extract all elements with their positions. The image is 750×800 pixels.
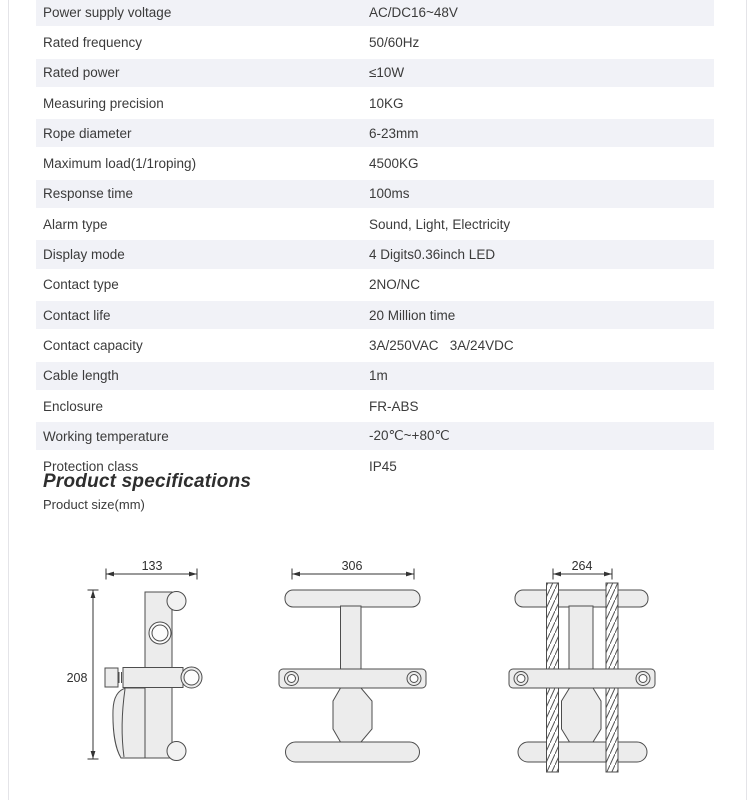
dim-arrow: [189, 572, 197, 577]
side-view-height-label: 208: [66, 671, 88, 685]
spec-label: Power supply voltage: [43, 4, 172, 20]
spec-label: Maximum load(1/1roping): [43, 156, 197, 172]
section-title: Product specifications: [43, 471, 252, 492]
spec-value: 3A/250VAC 3A/24VDC: [369, 337, 514, 353]
spec-row: [36, 271, 714, 299]
upper-hole-inner: [152, 625, 168, 641]
spec-label: Working temperature: [43, 428, 169, 444]
spec-row: [36, 57, 714, 89]
spec-value: 20 Million time: [369, 307, 456, 323]
bottom-cross-bar: [518, 742, 647, 762]
spec-label: Contact life: [43, 307, 111, 323]
dim-arrow: [406, 572, 414, 577]
spec-row: [36, 28, 714, 56]
measuring-bar: [509, 669, 655, 688]
rope-view-drawing: [509, 559, 655, 772]
spec-row: [36, 392, 714, 420]
spec-value: 1m: [369, 368, 388, 384]
spec-label: Display mode: [43, 247, 125, 263]
spec-value: 6-23mm: [369, 125, 419, 141]
spec-value: 4 Digits0.36inch LED: [369, 247, 496, 263]
spec-row: [36, 178, 714, 210]
spec-label: Rope diameter: [43, 125, 132, 141]
sensor-body: [562, 688, 602, 742]
sensor-housing: [113, 688, 145, 758]
spec-row: [36, 89, 714, 117]
front-view-width-label: 306: [341, 559, 363, 573]
product-size-drawings: [0, 545, 750, 800]
measuring-bar: [279, 669, 426, 688]
spec-value: 50/60Hz: [369, 34, 420, 50]
spec-row: [36, 299, 714, 331]
top-cross-bar: [285, 590, 420, 607]
bottom-cross-bar: [286, 742, 420, 762]
spec-value: AC/DC16~48V: [369, 4, 458, 20]
spec-label: Rated power: [43, 65, 120, 81]
rope-spacing-label: 264: [571, 559, 593, 573]
eyelet-inner: [410, 675, 418, 683]
spec-label: Alarm type: [43, 216, 108, 232]
spec-label: Rated frequency: [43, 34, 143, 50]
spec-value: -20℃~+80℃: [369, 428, 450, 444]
top-cross-bar: [515, 590, 648, 607]
side-view-drawing: [67, 559, 202, 761]
spec-label: Measuring precision: [43, 95, 164, 111]
spec-value: FR-ABS: [369, 398, 419, 414]
bottom-mount-roller: [167, 742, 186, 761]
eyelet-inner: [639, 675, 647, 683]
dim-arrow: [91, 751, 96, 759]
spec-value: IP45: [369, 459, 397, 475]
section-subtitle: Product size(mm): [43, 497, 145, 512]
top-mount-roller: [167, 592, 186, 611]
spec-label: Enclosure: [43, 398, 104, 414]
spec-label: Protection class: [43, 459, 139, 475]
spec-value: 4500KG: [369, 156, 419, 172]
front-view-drawing: [279, 559, 426, 762]
spec-row: [36, 117, 714, 149]
spec-row: [36, 331, 714, 359]
spec-row: [36, 149, 714, 177]
clamp-bar: [123, 668, 183, 688]
dim-arrow: [553, 572, 561, 577]
spec-value: 10KG: [369, 95, 404, 111]
spec-value: ≤10W: [369, 65, 405, 81]
clamp-ring-inner: [184, 670, 199, 685]
spec-value: 2NO/NC: [369, 277, 421, 293]
clamp-knob: [105, 668, 118, 687]
dim-arrow: [91, 590, 96, 598]
eyelet-inner: [517, 675, 525, 683]
spec-value: 100ms: [369, 186, 410, 202]
spec-row: [36, 360, 714, 392]
drawings-canvas: [0, 545, 750, 800]
dim-arrow: [106, 572, 114, 577]
spec-row: [36, 210, 714, 238]
spec-row: [36, 238, 714, 270]
sensor-body: [333, 688, 372, 742]
spec-value: Sound, Light, Electricity: [369, 216, 511, 232]
spec-table: [36, 0, 714, 481]
spec-label: Response time: [43, 186, 134, 202]
spec-row: [36, 420, 714, 452]
spec-label: Cable length: [43, 368, 119, 384]
dim-arrow: [292, 572, 300, 577]
spec-label: Contact capacity: [43, 337, 143, 353]
spec-row: [36, 0, 714, 28]
spec-label: Contact type: [43, 277, 119, 293]
eyelet-inner: [288, 675, 296, 683]
dim-arrow: [604, 572, 612, 577]
side-view-width-label: 133: [141, 559, 163, 573]
